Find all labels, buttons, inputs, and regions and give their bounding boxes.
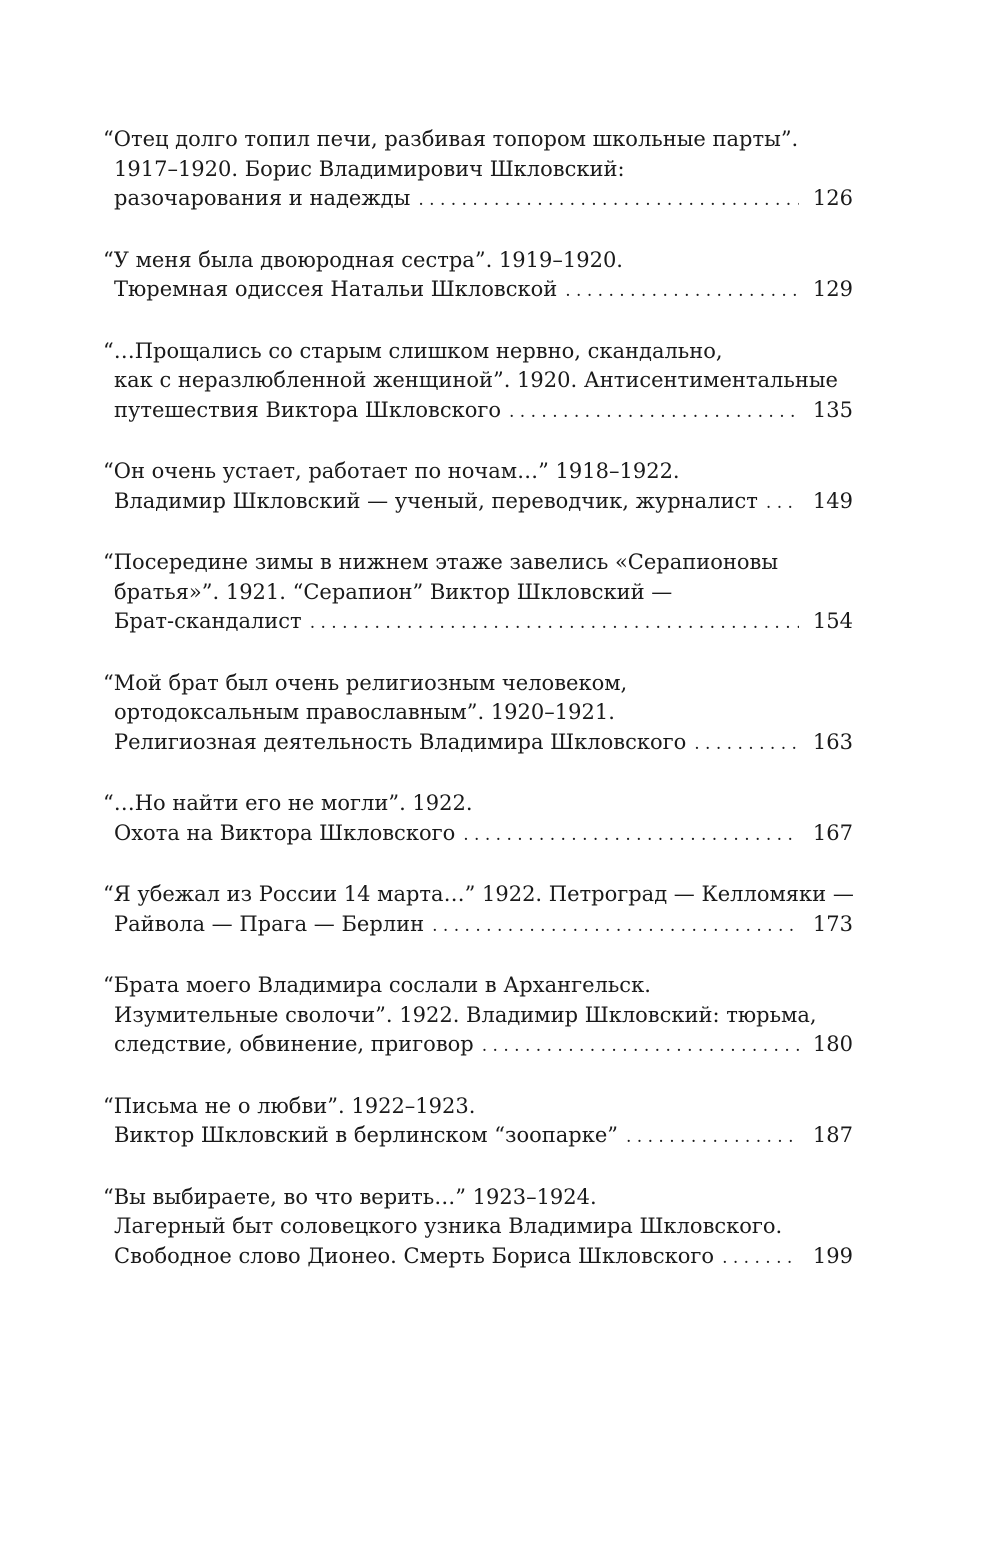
toc-entry-title-line: Владимир Шкловский — ученый, переводчик, журналист — [114, 488, 758, 513]
dot-leader — [482, 1032, 799, 1062]
dot-leader — [626, 1123, 799, 1153]
dot-leader — [432, 912, 799, 942]
toc-entry-last-line — [103, 487, 853, 519]
toc-entry-title-line: Райвола — Прага — Берлин — [114, 911, 425, 936]
toc-entry[interactable] — [103, 125, 853, 216]
toc-entry[interactable] — [103, 880, 853, 941]
toc-entry[interactable] — [103, 669, 853, 760]
dot-leader — [463, 821, 799, 851]
toc-entry-title-line: “…Но найти его не могли”. 1922. — [103, 791, 473, 815]
toc-entry-last-line — [103, 910, 853, 942]
toc-entry-last-line — [103, 275, 853, 307]
toc-entry-title-line: “У меня была двоюродная сестра”. 1919–1920. — [103, 247, 623, 272]
toc-entry[interactable] — [103, 789, 853, 850]
toc-entry-last-line — [103, 396, 853, 428]
dot-leader — [509, 398, 799, 428]
toc-entry-last-line — [103, 1121, 853, 1153]
toc-entry[interactable] — [103, 548, 853, 639]
toc-entry-title-line: 1917–1920. Борис Владимирович Шкловский: — [114, 156, 625, 181]
toc-entry-title-line: “Вы выбираете, во что верить…” 1923–1924. — [103, 1184, 597, 1209]
page-number: 126 — [812, 186, 853, 210]
toc-entry-title-line: “…Прощались со старым слишком нервно, скандально, — [103, 338, 723, 363]
toc-entry-last-line — [103, 1030, 853, 1062]
toc-entry-title-line: Тюремная одиссея Натальи Шкловской — [114, 277, 558, 301]
toc-entry[interactable] — [103, 1183, 853, 1274]
toc-entry-title-line: Свободное слово Дионео. Смерть Бориса Шкловского — [114, 1243, 715, 1268]
page-number: 199 — [812, 1243, 853, 1268]
toc-entry-title-line: Виктор Шкловский в берлинском “зоопарке” — [114, 1123, 618, 1147]
toc-entry-title-line: ортодоксальным православным”. 1920–1921. — [114, 700, 615, 724]
page-number: 135 — [812, 397, 853, 422]
toc-entry[interactable] — [103, 337, 853, 428]
toc-entry-last-line — [103, 1242, 853, 1274]
toc-entry-title-line: “Посередине зимы в нижнем этаже завелись «Серапионовы — [103, 550, 779, 574]
dot-leader — [565, 277, 799, 307]
dot-leader — [766, 489, 799, 519]
page-number: 167 — [812, 820, 853, 845]
toc-entry-title-line: Брат-скандалист — [114, 609, 302, 633]
toc-entry-last-line — [103, 184, 853, 216]
dot-leader — [722, 1244, 799, 1274]
page-number: 163 — [812, 729, 853, 754]
toc-entry-title-line: “Он очень устает, работает по ночам…” 1918–1922. — [103, 459, 680, 483]
toc-entry[interactable] — [103, 1092, 853, 1153]
page-number: 187 — [812, 1123, 853, 1147]
page-number: 173 — [812, 911, 853, 936]
toc-entry-title-line: Охота на Виктора Шкловского — [114, 820, 456, 845]
toc-entry[interactable] — [103, 457, 853, 518]
page-number: 180 — [812, 1032, 853, 1056]
toc-entry-title-line: Изумительные сволочи”. 1922. Владимир Шкловский: тюрьма, — [114, 1002, 817, 1027]
toc-entry[interactable] — [103, 246, 853, 307]
toc-entry[interactable] — [103, 971, 853, 1062]
toc-entry-title-line: “Мой брат был очень религиозным человеком, — [103, 670, 628, 695]
dot-leader — [310, 609, 799, 639]
toc-entry-title-line: “Отец долго топил печи, разбивая топором школьные парты”. — [103, 127, 799, 151]
dot-leader — [418, 186, 799, 216]
page-number: 149 — [812, 488, 853, 513]
toc-entry-last-line — [103, 819, 853, 851]
toc-entry-last-line — [103, 607, 853, 639]
toc-entry-title-line: братья»”. 1921. “Серапион” Виктор Шкловский — — [114, 579, 673, 604]
toc-entry-title-line: Религиозная деятельность Владимира Шкловского — [114, 729, 687, 754]
toc-entry-title-line: Лагерный быт соловецкого узника Владимира Шкловского. — [114, 1214, 783, 1238]
toc-entry-title-line: “Письма не о любви”. 1922–1923. — [103, 1093, 476, 1118]
toc-entry-title-line: “Брата моего Владимира сослали в Архангельск. — [103, 973, 651, 997]
toc-entry-last-line — [103, 728, 853, 760]
table-of-contents — [103, 125, 853, 1303]
page-number: 154 — [812, 609, 853, 633]
toc-entry-title-line: следствие, обвинение, приговор — [114, 1032, 474, 1056]
toc-entry-title-line: разочарования и надежды — [114, 186, 411, 210]
dot-leader — [694, 730, 799, 760]
toc-entry-title-line: путешествия Виктора Шкловского — [114, 397, 501, 422]
page-number: 129 — [812, 277, 853, 301]
toc-entry-title-line: как с неразлюбленной женщиной”. 1920. Антисентиментальные — [114, 368, 838, 392]
toc-entry-title-line: “Я убежал из России 14 марта…” 1922. Петроград — Келломяки — — [103, 882, 854, 906]
